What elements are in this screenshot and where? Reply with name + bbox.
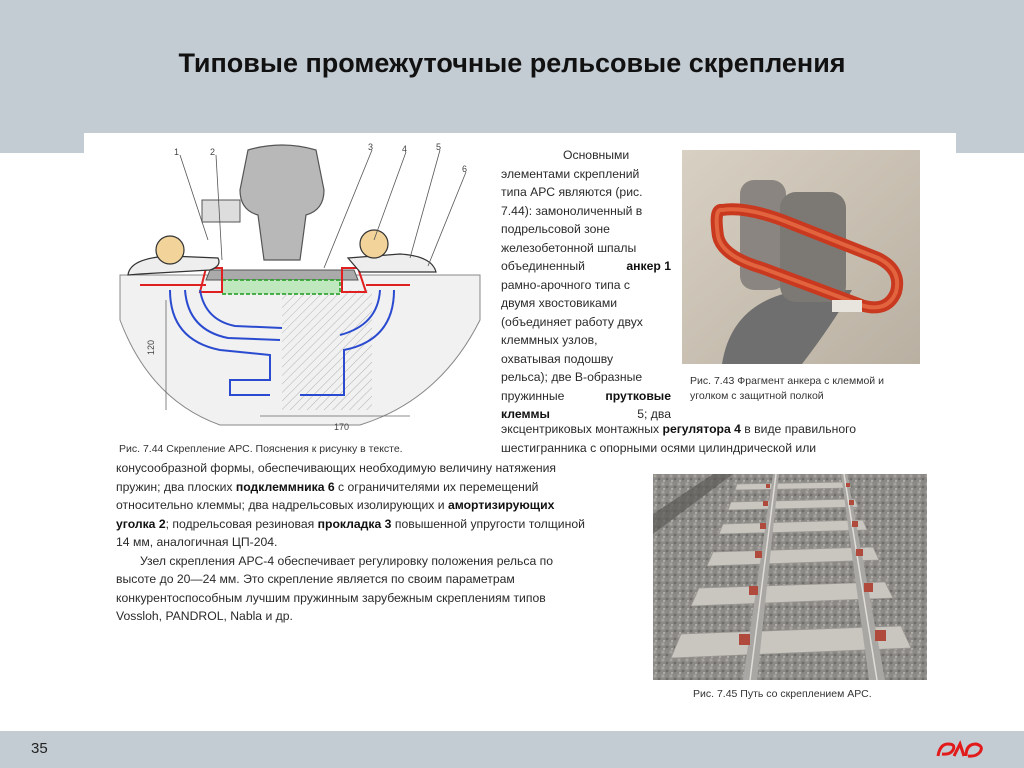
footer-band	[0, 731, 1024, 768]
diagram-label-5: 5	[436, 142, 442, 152]
col-line: типа АРС являются (рис.	[501, 185, 643, 199]
p2-line: конкурентоспособным лучшим пружинным зарубежным скреплениям типов	[116, 590, 546, 605]
diagram-label-2: 2	[210, 147, 216, 157]
anchor-photo	[682, 150, 920, 364]
low-line: конусообразной формы, обеспечивающих необходимую величину натяжения	[116, 461, 556, 475]
p2-line: высоте до 20—24 мм. Это скрепление является по своим параметрам	[116, 572, 515, 586]
track-photo-caption: Рис. 7.45 Путь со скреплением АРС.	[693, 688, 872, 700]
anchor-photo-caption: Рис. 7.43 Фрагмент анкера с клеммой и уголком с защитной полкой	[690, 375, 884, 402]
col-line: объединенный анкер 1	[501, 259, 671, 273]
p2-line: Узел скрепления АРС-4 обеспечивает регулировку положения рельса по	[140, 553, 554, 568]
col-line: рельса); две В-образные	[501, 370, 643, 384]
diagram-label-4: 4	[402, 144, 408, 154]
col-line: двумя хвостовиками	[501, 296, 618, 310]
diagram-height-label: 120	[146, 339, 156, 355]
col-line: клеммных узлов,	[501, 333, 598, 347]
low-line: пружин; два плоских подклеммника 6 с ограничителями их перемещений	[116, 479, 539, 494]
wide-line: шестигранника с опорными осями цилиндрической или	[501, 440, 817, 455]
fastening-diagram	[110, 140, 490, 440]
diagram-label-1: 1	[174, 147, 180, 157]
col-line: (объединяет работу двух	[501, 314, 643, 329]
col-line: подрельсовой зоне	[501, 222, 610, 236]
col-line: рамно-арочного типа с	[501, 277, 631, 292]
wide-line: эксцентриковых монтажных регулятора 4 в виде правильного	[501, 422, 857, 436]
col-line: клеммы 5; два	[501, 407, 671, 421]
low-line: 14 мм, аналогичная ЦП-204.	[116, 535, 278, 549]
body-wide	[501, 420, 933, 457]
col-line: пружинные прутковые	[501, 388, 671, 403]
track-photo	[653, 474, 927, 680]
low-line: уголка 2; подрельсовая резиновая прокладка 3 повышенной упругости толщиной	[116, 516, 585, 531]
col-line: охватывая подошву	[501, 351, 614, 366]
col-line: железобетонной шпалы	[501, 240, 637, 255]
rzd-logo	[934, 736, 986, 762]
page-number: 35	[31, 740, 48, 757]
slide-title: Типовые промежуточные рельсовые скрепления	[178, 48, 846, 78]
col-line: элементами скреплений	[501, 166, 640, 181]
diagram-label-3: 3	[368, 142, 374, 152]
low-line: относительно клеммы; два надрельсовых изолирующих и амортизирующих	[116, 498, 555, 512]
col-line: 7.44): замоноличенный в	[501, 203, 643, 218]
diagram-label-6: 6	[462, 164, 468, 174]
body-column	[501, 146, 671, 424]
diagram-width-label: 170	[334, 422, 350, 432]
diagram-caption: Рис. 7.44 Скрепление АРС. Пояснения к рисунку в тексте.	[119, 443, 403, 455]
body-lower	[116, 459, 642, 626]
p2-line: Vossloh, PANDROL, Nabla и др.	[116, 609, 293, 623]
col-line: Основными	[563, 148, 630, 162]
